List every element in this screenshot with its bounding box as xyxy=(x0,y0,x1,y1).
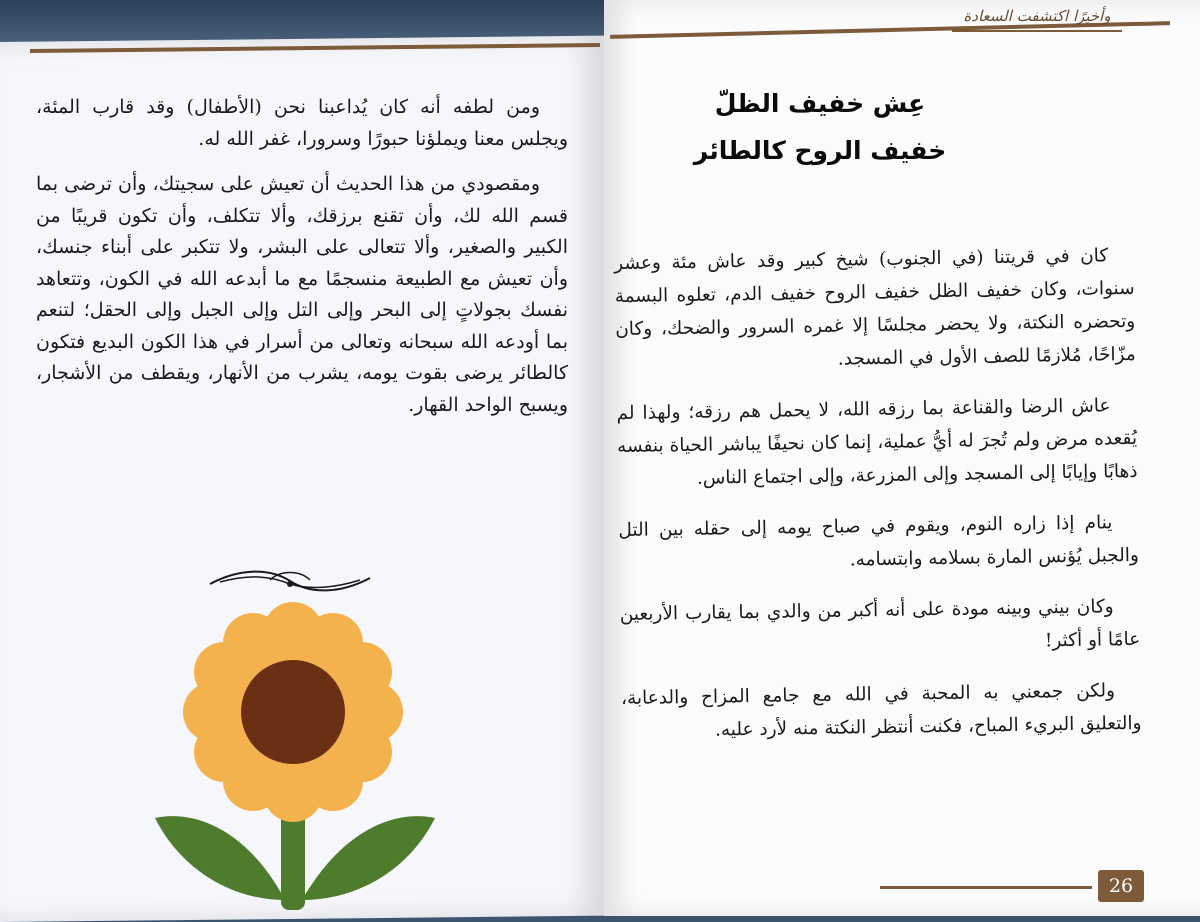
right-paragraph-2: عاش الرضا والقناعة بما رزقه الله، لا يحمل هم رزقه؛ ولهذا لم يُقعده مرض ولم تُجرَ له أيُّ عملية، إنما كان نحيفًا يباشر الحياة بنفسه ذهابًا وإيابًا إلى المسجد وإلى المزرعة، وإلى اجتماع الناس. xyxy=(616,395,1138,489)
scroll-flourish-icon xyxy=(200,564,380,598)
page-number-rule xyxy=(880,886,1092,889)
right-paragraph-1: كان في قريتنا (في الجنوب) شيخ كبير وقد عاش مئة وعشر سنوات، وكان خفيف الظل خفيف الروح خفيف الدم، تعلوه البسمة وتحضره النكتة، ولا يحضر مجلسًا إلا غمره السرور والضحك، وكان مزّاحًا، مُلازمًا للصف الأول في المسجد. xyxy=(614,245,1136,370)
right-paragraph-5: ولكن جمعني به المحبة في الله مع جامع المزاح والدعابة، والتعليق البريء المباح، فكنت أنتظر النكتة منه لأرد عليه. xyxy=(620,680,1142,741)
running-title: وأخيرًا اكتشفت السعادة xyxy=(952,4,1122,32)
sunflower-center xyxy=(241,660,345,764)
sunflower-icon xyxy=(150,600,440,910)
chapter-title-line-2: خفيف الروح كالطائر xyxy=(693,136,947,165)
page-number: 26 xyxy=(1098,870,1144,902)
chapter-title xyxy=(640,80,1000,174)
right-page-text xyxy=(614,239,1142,766)
chapter-title-line-1: عِش خفيف الظلّ xyxy=(714,89,926,118)
right-paragraph-3: ينام إذا زاره النوم، ويقوم في صباح يومه إلى حقله بين التل والجبل يُؤنس المارة بسلامه وابتسامه. xyxy=(618,512,1140,571)
left-page-text xyxy=(36,92,568,435)
right-paragraph-4: وكان بيني وبينه مودة على أنه أكبر من والدي بما يقارب الأربعين عامًا أو أكثر! xyxy=(619,596,1141,652)
left-paragraph-2: ومقصودي من هذا الحديث أن تعيش على سجيتك، وأن ترضى بما قسم الله لك، وأن تقنع برزقك، وألا تتكلف، وأن تكون قريبًا من الكبير والصغير، وألا تتعالى على البشر، ولا تتكبر على أبناء جنسك، وأن تعيش مع الطبيعة منسجمًا مع ما أبدعه الله في الكون، وتتعاهد نفسك بجولاتٍ إلى البحر وإلى التل وإلى الجبل وإلى الحقل؛ لتنعم بما أودعه الله سبحانه وتعالى من أسرار في هذا الكون البديع فتكون كالطائر يرضى بقوت يومه، يشرب من الأنهار، ويقطف من الأشجار، ويسبح الواحد القهار. xyxy=(36,173,568,416)
sunflower-right-leaf xyxy=(302,816,435,900)
left-paragraph-1: ومن لطفه أنه كان يُداعبنا نحن (الأطفال) وقد قارب المئة، ويجلس معنا ويملؤنا حبورًا وسرورا، غفر الله له. xyxy=(36,96,568,150)
sunflower-left-leaf xyxy=(155,816,285,900)
